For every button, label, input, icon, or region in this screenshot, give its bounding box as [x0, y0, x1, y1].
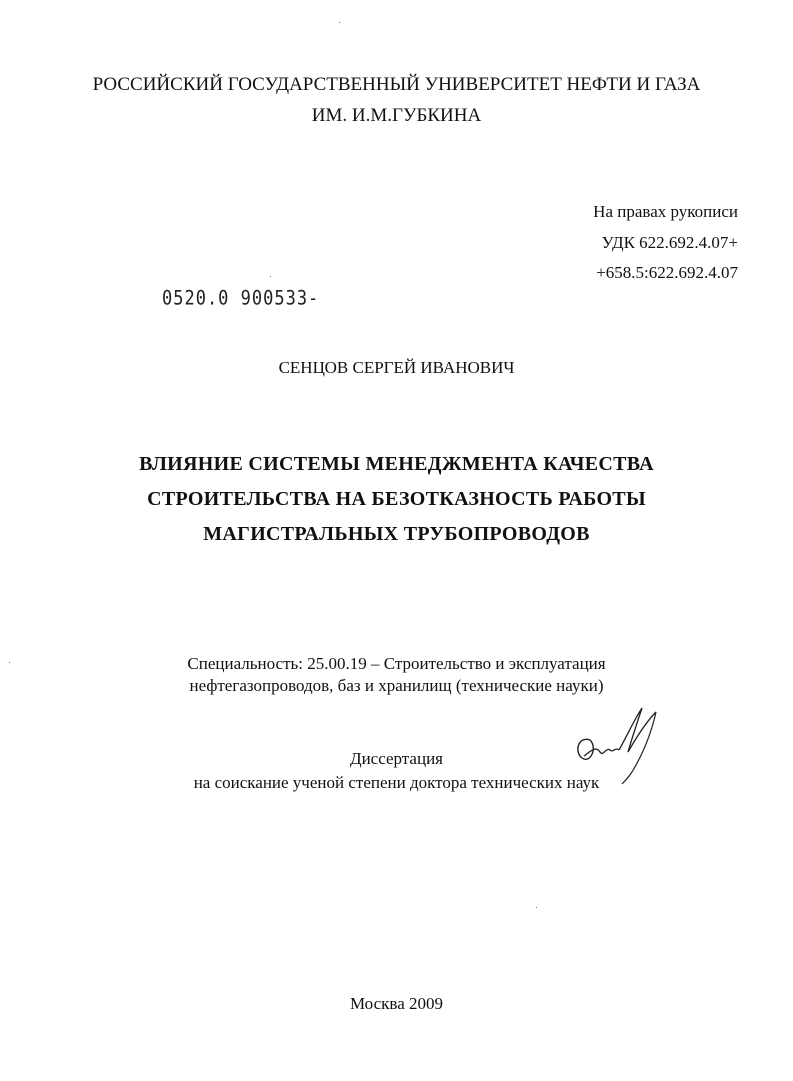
manuscript-rights: На правах рукописи [593, 202, 738, 221]
university-name-line1: РОССИЙСКИЙ ГОСУДАРСТВЕННЫЙ УНИВЕРСИТЕТ НЕФТИ И ГАЗА [92, 74, 701, 95]
dissertation-label: Диссертация [349, 749, 443, 768]
scan-speck [9, 662, 10, 663]
university-name-line2: ИМ. И.М.ГУБКИНА [311, 105, 482, 126]
specialty-line1: Специальность: 25.00.19 – Строительство и эксплуатация [187, 654, 606, 673]
scan-speck [339, 22, 340, 23]
scan-speck [270, 276, 271, 277]
scan-speck [536, 907, 537, 908]
signature-loop-stroke [578, 739, 593, 759]
title-line1: ВЛИЯНИЕ СИСТЕМЫ МЕНЕДЖМЕНТА КАЧЕСТВА [139, 453, 654, 475]
title-line3: МАГИСТРАЛЬНЫХ ТРУБОПРОВОДОВ [203, 523, 590, 545]
library-stamp-code: 0520.0 900533- [162, 287, 320, 310]
city-year: Москва 2009 [349, 994, 444, 1013]
signature-rising-stroke [619, 708, 656, 752]
udk-line2: +658.5:622.692.4.07 [596, 263, 738, 282]
author-signature [572, 700, 672, 785]
dissertation-purpose: на соискание ученой степени доктора технических наук [193, 773, 600, 792]
title-line2: СТРОИТЕЛЬСТВА НА БЕЗОТКАЗНОСТЬ РАБОТЫ [147, 488, 646, 510]
udk-line1: УДК 622.692.4.07+ [601, 233, 738, 252]
author-name: СЕНЦОВ СЕРГЕЙ ИВАНОВИЧ [278, 358, 515, 377]
signature-middle-stroke [584, 749, 619, 756]
signature-tail-stroke [622, 712, 656, 784]
specialty-line2: нефтегазопроводов, баз и хранилищ (технические науки) [189, 676, 604, 695]
